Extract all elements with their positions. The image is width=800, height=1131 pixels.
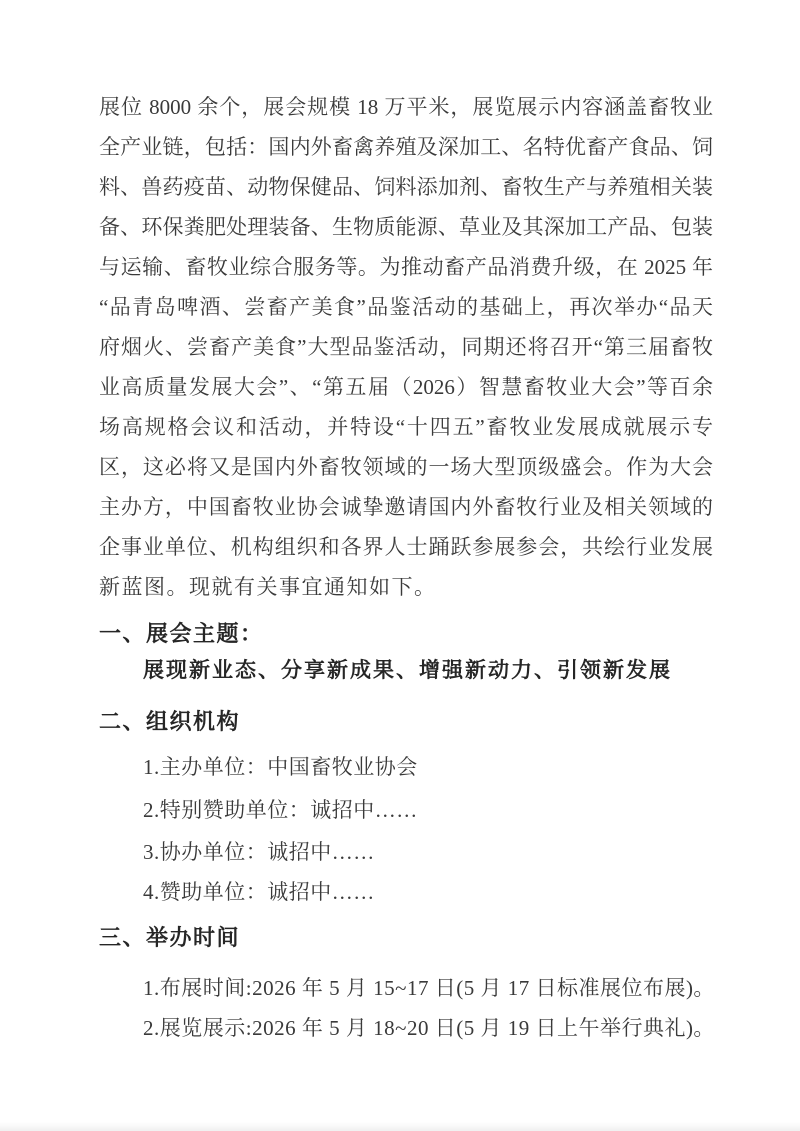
paragraph-line: 全产业链，包括：国内外畜禽养殖及深加工、名特优畜产食品、饲 <box>99 135 713 159</box>
organizer-item: 3.协办单位：诚招中…… <box>143 840 375 864</box>
paragraph-line: 备、环保粪肥处理装备、生物质能源、草业及其深加工产品、包装 <box>99 215 713 239</box>
section-heading-schedule: 三、举办时间 <box>99 925 241 950</box>
paragraph-line: “品青岛啤酒、尝畜产美食”品鉴活动的基础上，再次举办“品天 <box>99 295 713 319</box>
paragraph-line: 与运输、畜牧业综合服务等。为推动畜产品消费升级，在 2025 年 <box>99 255 713 279</box>
section-heading-exhibition-theme: 一、展会主题： <box>99 621 264 646</box>
scan-bottom-shadow <box>0 1122 800 1131</box>
paragraph-line: 府烟火、尝畜产美食”大型品鉴活动，同期还将召开“第三届畜牧 <box>99 335 713 359</box>
schedule-item: 2.展览展示:2026 年 5 月 18~20 日(5 月 19 日上午举行典礼)。 <box>143 1016 715 1040</box>
page-content <box>99 87 713 1048</box>
paragraph-line: 料、兽药疫苗、动物保健品、饲料添加剂、畜牧生产与养殖相关装 <box>99 175 713 199</box>
organizer-item: 4.赞助单位：诚招中…… <box>143 880 375 904</box>
paragraph-line: 主办方，中国畜牧业协会诚挚邀请国内外畜牧行业及相关领域的 <box>99 495 713 519</box>
paragraph-line: 新蓝图。现就有关事宜通知如下。 <box>99 575 437 599</box>
paragraph-line: 区，这必将又是国内外畜牧领域的一场大型顶级盛会。作为大会 <box>99 455 713 479</box>
exhibition-theme-statement: 展现新业态、分享新成果、增强新动力、引领新发展 <box>143 658 672 682</box>
organizer-item: 1.主办单位：中国畜牧业协会 <box>143 755 418 779</box>
organizer-item: 2.特别赞助单位：诚招中…… <box>143 798 418 822</box>
schedule-item: 1.布展时间:2026 年 5 月 15~17 日(5 月 17 日标准展位布展)。 <box>143 976 715 1000</box>
paragraph-line: 展位 8000 余个，展会规模 18 万平米，展览展示内容涵盖畜牧业 <box>99 95 713 119</box>
paragraph-line: 场高规格会议和活动，并特设“十四五”畜牧业发展成就展示专 <box>99 415 713 439</box>
paragraph-line: 企事业单位、机构组织和各界人士踊跃参展参会，共绘行业发展 <box>99 535 713 559</box>
paragraph-line: 业高质量发展大会”、“第五届（2026）智慧畜牧业大会”等百余 <box>99 375 713 399</box>
intro-paragraph <box>99 87 713 607</box>
section-heading-organization: 二、组织机构 <box>99 709 241 734</box>
